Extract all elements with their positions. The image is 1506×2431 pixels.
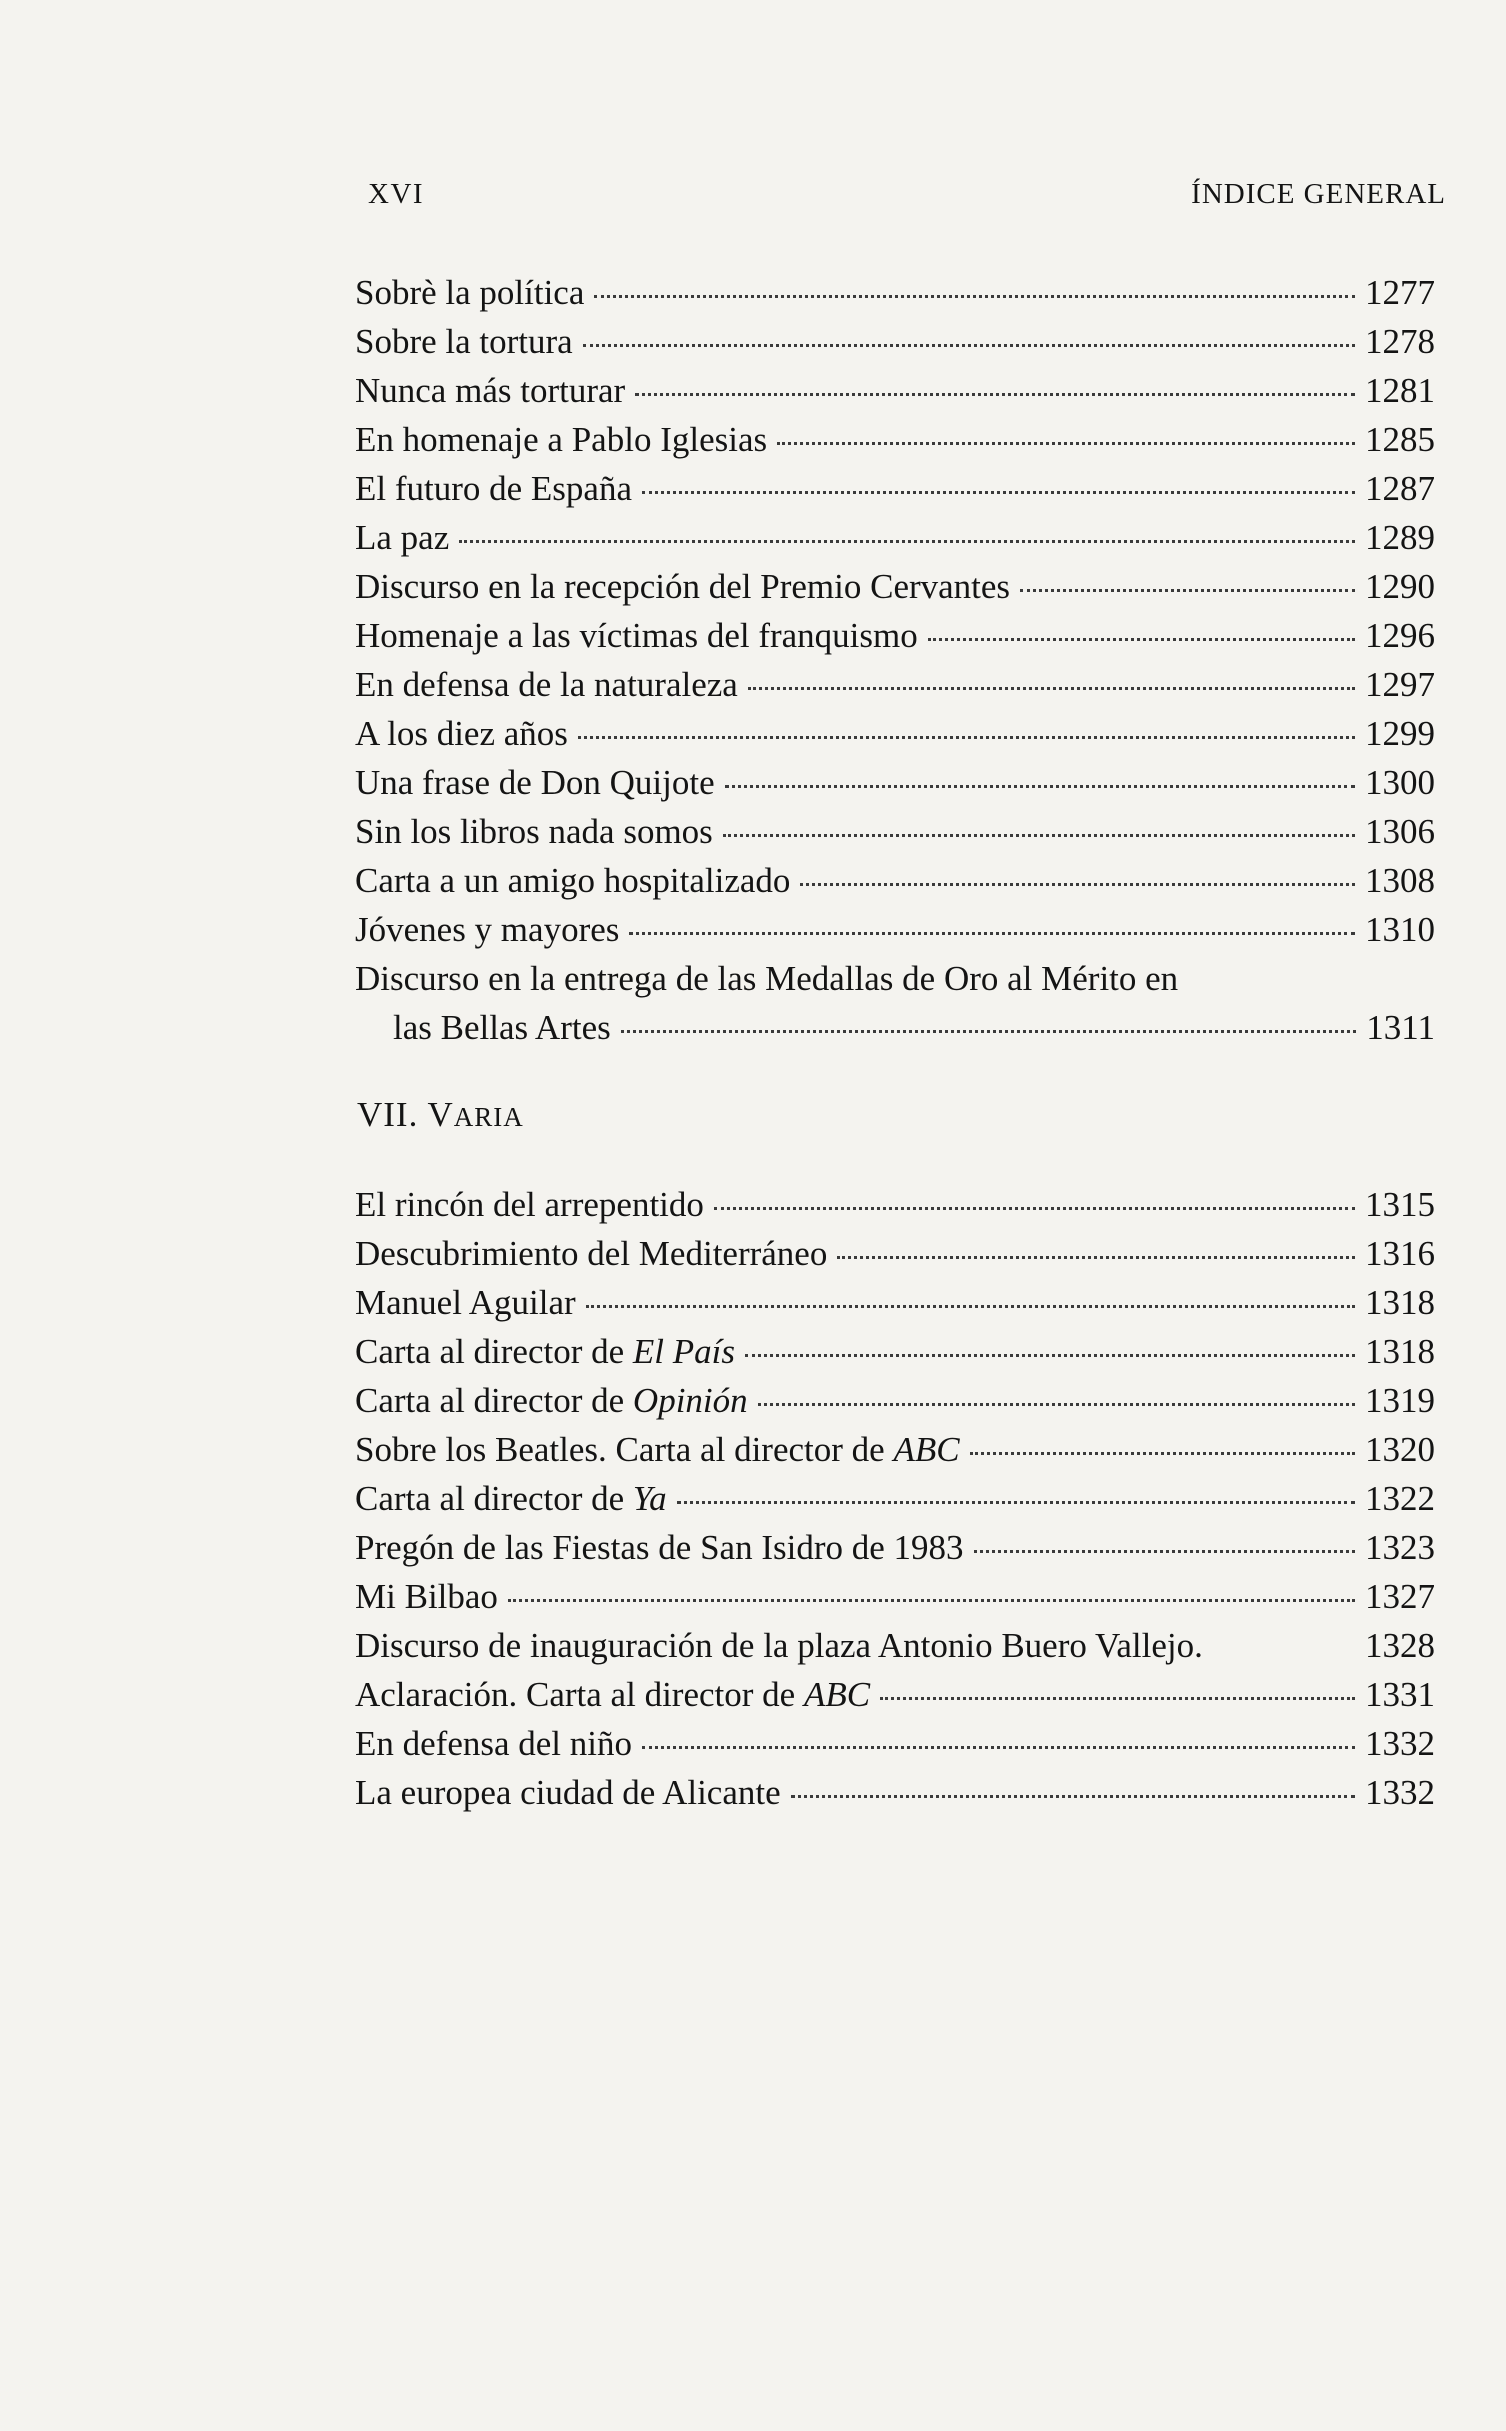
toc-entry [355, 1670, 1435, 1719]
toc-entry-title: Sobrè la política [355, 273, 585, 312]
dot-leader [777, 442, 1355, 445]
toc-entry [355, 1719, 1435, 1768]
toc-entry-page: 1318 [1365, 1332, 1435, 1371]
toc-entry-title-continued: las Bellas Artes [393, 1008, 611, 1047]
toc-entry-title: Carta a un amigo hospitalizado [355, 861, 791, 900]
toc-entry-page: 1328 [1365, 1626, 1435, 1665]
toc-entry-title: Descubrimiento del Mediterráneo [355, 1234, 828, 1273]
dot-leader [629, 932, 1355, 935]
dot-leader [791, 1795, 1355, 1798]
section-title-rest: ARIA [453, 1102, 524, 1132]
toc-entry-page: 1315 [1365, 1185, 1435, 1224]
toc-entry-page: 1289 [1365, 518, 1435, 557]
toc-entry [355, 611, 1435, 660]
toc-entry [355, 1572, 1435, 1621]
toc-entry [355, 1425, 1435, 1474]
dot-leader [880, 1697, 1355, 1700]
dot-leader [837, 1256, 1355, 1259]
toc-entry-title: El rincón del arrepentido [355, 1185, 704, 1224]
dot-leader [714, 1207, 1355, 1210]
dot-leader [800, 883, 1355, 886]
toc-entry-page: 1299 [1365, 714, 1435, 753]
dot-leader [621, 1030, 1357, 1033]
toc-entry [355, 954, 1435, 1052]
toc-entry-title [355, 1425, 960, 1474]
toc-entry-title [355, 1327, 735, 1376]
toc-entry [355, 562, 1435, 611]
toc-list-top [355, 268, 1435, 1052]
toc-entry [355, 1229, 1435, 1278]
toc-entry-page: 1332 [1365, 1724, 1435, 1763]
toc-entry-page: 1308 [1365, 861, 1435, 900]
toc-entry-title-italic: ABC [893, 1430, 960, 1469]
page-folio: XVI [368, 178, 425, 210]
toc-entry-title-italic: El País [632, 1332, 735, 1371]
toc-entry [355, 660, 1435, 709]
toc-entry-page: 1281 [1365, 371, 1435, 410]
toc-entry-title: El futuro de España [355, 469, 632, 508]
toc-entry-title-text: Carta al director de [355, 1332, 633, 1371]
dot-leader [928, 638, 1355, 641]
toc-entry-page: 1285 [1365, 420, 1435, 459]
toc-entry-page: 1278 [1365, 322, 1435, 361]
toc-entry [355, 1768, 1435, 1817]
toc-entry-page: 1311 [1366, 1008, 1435, 1047]
toc-entry-page: 1277 [1365, 273, 1435, 312]
toc-entry [355, 1376, 1435, 1425]
toc-entry-page: 1316 [1365, 1234, 1435, 1273]
toc-entry-page: 1331 [1365, 1675, 1435, 1714]
toc-entry-title: Discurso de inauguración de la plaza Antonio Buero Vallejo. [355, 1626, 1203, 1665]
dot-leader [723, 834, 1355, 837]
toc-entry-page: 1306 [1365, 812, 1435, 851]
dot-leader [635, 393, 1355, 396]
toc-entry-title-italic: ABC [803, 1675, 871, 1714]
dot-leader [758, 1403, 1355, 1406]
toc-entry-page: 1318 [1365, 1283, 1435, 1322]
dot-leader [586, 1305, 1355, 1308]
dot-leader [745, 1354, 1355, 1357]
toc-entry [355, 1523, 1435, 1572]
dot-leader [725, 785, 1355, 788]
toc-entry-title: Jóvenes y mayores [355, 910, 620, 949]
section-number: VII. [357, 1095, 419, 1134]
toc-entry [355, 464, 1435, 513]
toc-entry-page: 1287 [1365, 469, 1435, 508]
toc-entry-page: 1332 [1365, 1773, 1435, 1812]
toc-entry-line2 [355, 1003, 1435, 1052]
toc-entry-title: Nunca más torturar [355, 371, 626, 410]
toc-entry-title-text: Aclaración. Carta al director de [355, 1675, 804, 1714]
toc-entry-title [355, 1670, 870, 1719]
toc-entry-page: 1297 [1365, 665, 1435, 704]
dot-leader [974, 1550, 1355, 1553]
toc-entry-page: 1310 [1365, 910, 1435, 949]
dot-leader [1209, 1648, 1359, 1651]
toc-entry-title: Discurso en la entrega de las Medallas de Oro al Mérito en [355, 959, 1179, 998]
dot-leader [642, 1746, 1355, 1749]
toc-entry [355, 709, 1435, 758]
toc-entry [355, 758, 1435, 807]
toc-entry-page: 1320 [1365, 1430, 1435, 1469]
dot-leader [578, 736, 1355, 739]
toc-entry-page: 1300 [1365, 763, 1435, 802]
toc-entry-title-text: Carta al director de [355, 1381, 633, 1420]
toc-entry-page: 1327 [1365, 1577, 1435, 1616]
section-title-cap: V [427, 1095, 454, 1134]
running-title: ÍNDICE GENERAL [1191, 178, 1446, 210]
toc-entry-title: Discurso en la recepción del Premio Cervantes [355, 567, 1011, 606]
section-heading [357, 1095, 524, 1135]
toc-entry [355, 317, 1435, 366]
toc-entry-page: 1323 [1365, 1528, 1435, 1567]
toc-entry-title: La europea ciudad de Alicante [355, 1773, 781, 1812]
toc-entry [355, 513, 1435, 562]
toc-entry-title-italic: Opinión [632, 1381, 748, 1420]
dot-leader [748, 687, 1355, 690]
toc-entry-title: Pregón de las Fiestas de San Isidro de 1983 [355, 1528, 964, 1567]
toc-entry-title-text: Carta al director de [355, 1479, 633, 1518]
toc-entry [355, 415, 1435, 464]
toc-entry-title: Sin los libros nada somos [355, 812, 713, 851]
dot-leader [583, 344, 1355, 347]
toc-entry-page: 1322 [1365, 1479, 1435, 1518]
toc-entry-page: 1290 [1365, 567, 1435, 606]
toc-entry-title: Manuel Aguilar [355, 1283, 576, 1322]
toc-entry [355, 1327, 1435, 1376]
toc-entry [355, 856, 1435, 905]
toc-entry [355, 1180, 1435, 1229]
toc-entry [355, 366, 1435, 415]
dot-leader [642, 491, 1355, 494]
toc-list-bottom [355, 1180, 1435, 1817]
toc-entry-title: Una frase de Don Quijote [355, 763, 715, 802]
toc-entry-title: En defensa de la naturaleza [355, 665, 738, 704]
toc-entry-title [355, 1376, 748, 1425]
toc-entry-title [355, 1474, 667, 1523]
dot-leader [1020, 589, 1355, 592]
toc-entry-title: La paz [355, 518, 450, 557]
toc-entry [355, 905, 1435, 954]
dot-leader [594, 295, 1355, 298]
toc-entry-page: 1319 [1365, 1381, 1435, 1420]
toc-entry-title: Sobre la tortura [355, 322, 573, 361]
toc-entry-title: Homenaje a las víctimas del franquismo [355, 616, 918, 655]
toc-entry-title-italic: Ya [632, 1479, 667, 1518]
toc-entry [355, 268, 1435, 317]
toc-entry [355, 1278, 1435, 1327]
dot-leader [677, 1501, 1355, 1504]
dot-leader [970, 1452, 1355, 1455]
toc-entry [355, 1474, 1435, 1523]
dot-leader [459, 540, 1355, 543]
toc-entry [355, 807, 1435, 856]
toc-entry-title: A los diez años [355, 714, 568, 753]
toc-entry-title: Mi Bilbao [355, 1577, 498, 1616]
dot-leader [508, 1599, 1355, 1602]
toc-entry-title: En homenaje a Pablo Iglesias [355, 420, 768, 459]
toc-entry-title: En defensa del niño [355, 1724, 632, 1763]
toc-entry [355, 1621, 1435, 1670]
toc-entry-page: 1296 [1365, 616, 1435, 655]
toc-entry-title-text: Sobre los Beatles. Carta al director de [355, 1430, 894, 1469]
